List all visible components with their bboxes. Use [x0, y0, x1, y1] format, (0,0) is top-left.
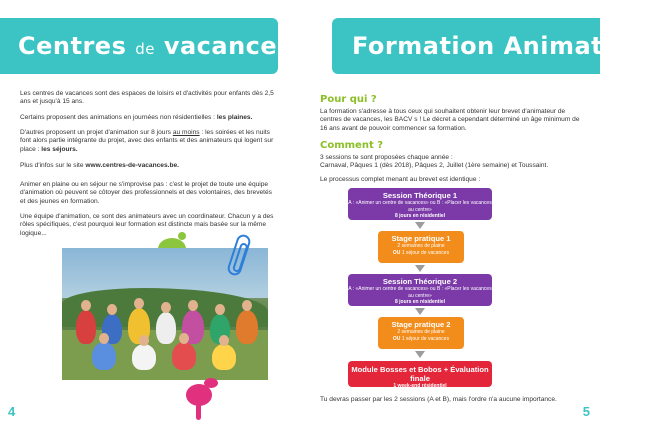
step-title: Session Théorique 1	[382, 191, 458, 200]
step-duration: 1 week-end résidentiel	[393, 383, 447, 389]
team-paragraph	[20, 181, 278, 206]
sejours-text-mid: : les soirées et les nuits font alors partie intégrante du projet, avec des enfants et des animateurs qui logent sur place :	[20, 129, 274, 153]
child-head	[215, 304, 225, 315]
step-stage-pratique-1	[378, 231, 464, 263]
title-word-1: Centres	[18, 32, 127, 60]
child-figure	[132, 344, 156, 370]
step-module-final	[348, 361, 492, 387]
child-head	[188, 300, 198, 311]
step-title: Module Bosses et Bobos + Évaluation finale	[351, 365, 489, 383]
title-banner-left	[0, 18, 292, 74]
website-text: Plus d'infos sur le site	[20, 162, 84, 169]
child-head	[107, 304, 117, 315]
page-number-right: 5	[582, 404, 590, 419]
child-head	[134, 298, 144, 309]
step-detail: A : «Animer un centre de vacances» ou B : «Placer les vacances au centre»	[348, 200, 492, 213]
page-title-right	[352, 18, 650, 74]
sejours-underline: au moins	[172, 129, 200, 136]
heading-comment: Comment ?	[320, 140, 384, 151]
child-head	[242, 300, 252, 311]
sejours-paragraph	[20, 129, 278, 154]
child-head	[219, 335, 229, 346]
left-page	[0, 0, 300, 425]
intro-text: Les centres de vacances sont des espaces de loisirs et d'activités pour enfants dès 2,5 ans et jusqu'à 15 ans.	[20, 90, 274, 106]
step-title: Stage pratique 2	[391, 320, 451, 329]
roles-text: Une équipe d'animation, ce sont des animateurs avec un coordinateur. Chacun y a des rôles spécifiques, c'est pourquoi leur formation est distincte mais basée sur la même logique...	[20, 213, 274, 237]
step-duration: 8 jours en résidentiel	[394, 299, 446, 305]
child-figure	[172, 342, 196, 370]
title-word-3: vacances	[163, 32, 292, 60]
right-page	[300, 0, 650, 425]
child-figure	[156, 312, 176, 344]
child-figure	[212, 344, 236, 370]
child-head	[179, 333, 189, 344]
website-link[interactable]: www.centres-de-vacances.be.	[85, 162, 179, 169]
pink-splat-drop	[204, 378, 218, 388]
plaines-paragraph	[20, 114, 278, 122]
heading-pour-qui: Pour qui ?	[320, 94, 377, 105]
step-session-theorique-1	[348, 188, 492, 220]
step-title: Session Théorique 2	[382, 277, 458, 286]
plaines-bold: les plaines.	[216, 114, 253, 121]
child-head	[99, 333, 109, 344]
title-word-2: de	[135, 40, 155, 58]
page-number-left: 4	[8, 404, 16, 419]
step-session-theorique-2	[348, 274, 492, 306]
step-or: OU	[392, 335, 401, 342]
down-arrow-icon	[415, 308, 425, 315]
plaines-text: Certains proposent des animations en journées non résidentielles :	[20, 114, 215, 121]
down-arrow-icon	[415, 265, 425, 272]
child-figure	[76, 310, 96, 344]
step-title: Stage pratique 1	[391, 234, 451, 243]
sessions-list: Carnaval, Pâques 1 (dès 2018), Pâques 2, Juillet (1ère semaine) et Toussaint.	[320, 162, 549, 170]
title-banner-right	[332, 18, 650, 74]
child-figure	[92, 342, 116, 370]
team-text: Animer en plaine ou en séjour ne s'improvise pas : c'est le projet de toute une équipe d'animation où peuvent se côtoyer des professionnels et des volontaires, des brevetés et des jeunes en formation.	[20, 181, 272, 205]
step-alternative: 1 séjour de vacances	[401, 335, 450, 342]
step-detail: 2 semaines de plaine	[397, 329, 445, 335]
down-arrow-icon	[415, 351, 425, 358]
sessions-paragraph	[320, 154, 582, 171]
green-splat-drop	[178, 232, 186, 240]
child-figure	[236, 310, 258, 344]
title-word-1: Formation	[352, 32, 495, 60]
process-intro: Le processus complet menant au brevet est identique :	[320, 176, 481, 183]
footer-text: Tu devras passer par les 2 sessions (A et B), mais l'ordre n'a aucune importance.	[320, 396, 557, 403]
step-or: OU	[392, 249, 401, 256]
step-stage-pratique-2	[378, 317, 464, 349]
sejours-bold: les séjours.	[41, 145, 78, 153]
page-title-left	[18, 18, 292, 74]
intro-paragraph	[20, 90, 278, 107]
pour-qui-text: La formation s'adresse à tous ceux qui souhaitent obtenir leur brevet d'animateur de centres de vacances, les BACV s ! Le décret a cependant déterminé un âge minimum de 16 ans avant de pouvoir commencer sa formation.	[320, 108, 580, 132]
pour-qui-paragraph	[320, 108, 582, 133]
sessions-intro: 3 sessions te sont proposées chaque année :	[320, 154, 453, 161]
down-arrow-icon	[415, 222, 425, 229]
title-word-2: Animateur	[503, 32, 650, 60]
step-alternative: 1 séjour de vacances	[401, 249, 450, 256]
child-head	[81, 300, 91, 311]
child-head	[161, 302, 171, 313]
website-paragraph	[20, 162, 278, 170]
process-paragraph	[320, 176, 582, 184]
step-detail: 2 semaines de plaine	[397, 243, 445, 249]
pink-splat-drip	[196, 404, 201, 420]
step-detail: A : «Animer un centre de vacances» ou B : «Placer les vacances au centre»	[348, 286, 492, 299]
sejours-text-pre: D'autres proposent un projet d'animation sur 8 jours	[20, 129, 171, 136]
footer-paragraph	[320, 396, 582, 404]
child-head	[139, 335, 149, 346]
step-duration: 8 jours en résidentiel	[394, 213, 446, 219]
